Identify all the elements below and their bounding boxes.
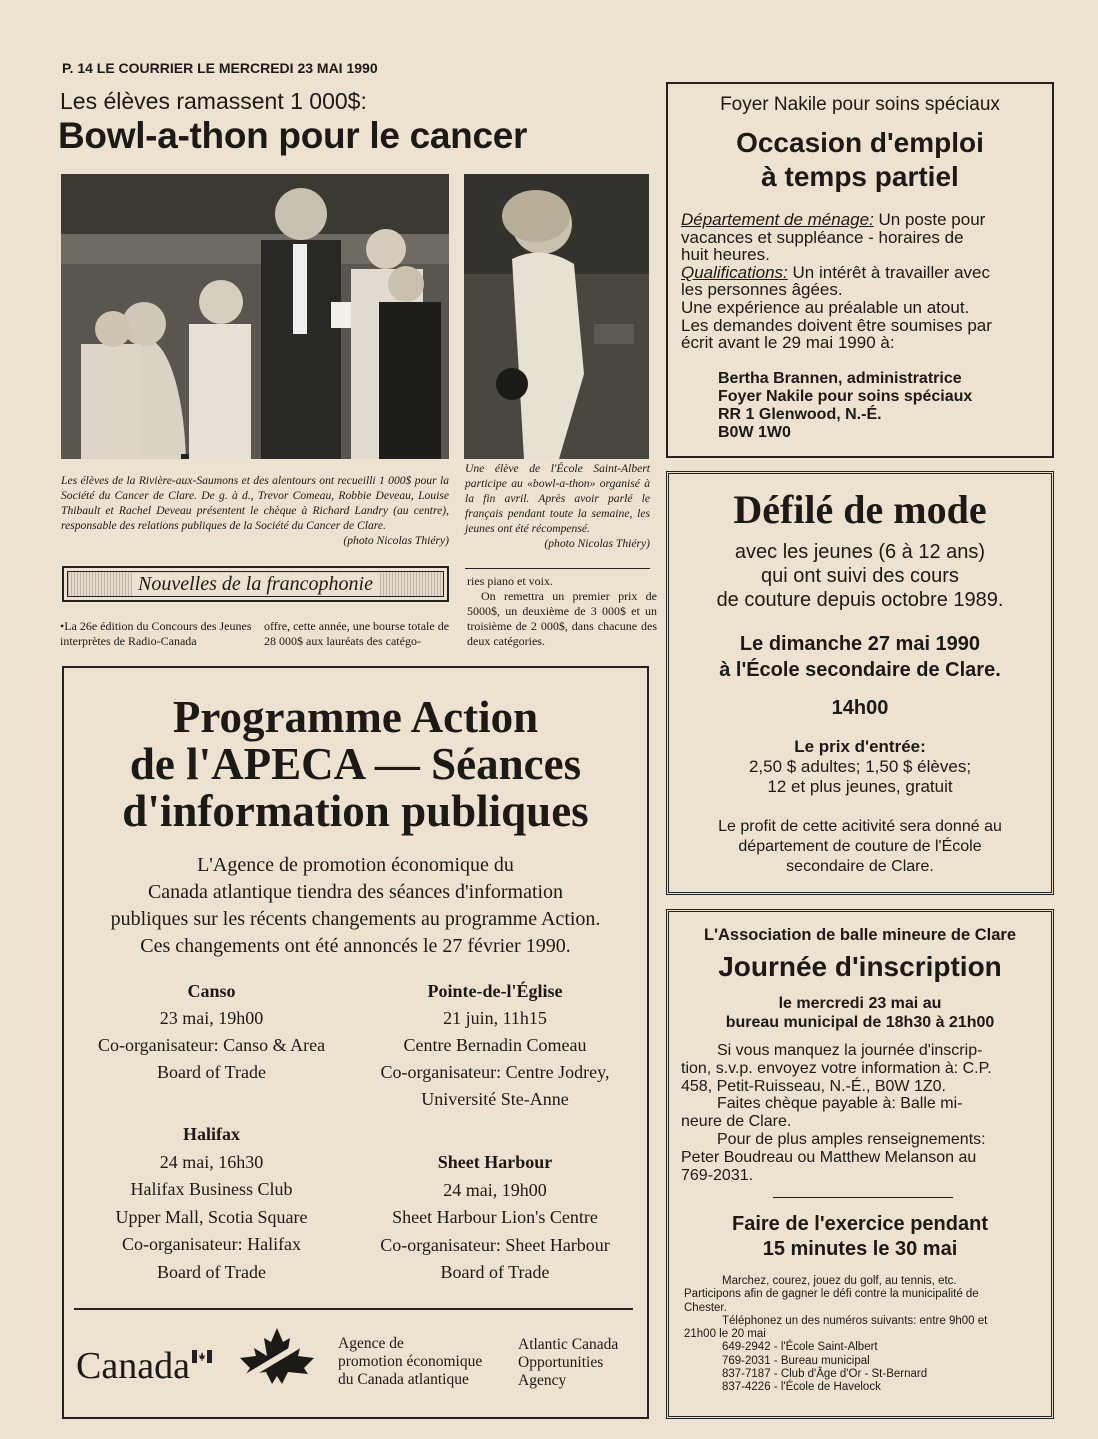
body-line: Marchez, courez, jouez du golf, au tennis, etc. [722,1275,957,1287]
divider [773,1197,953,1198]
dept-label: Département de ménage: [681,210,874,229]
photo-credit: (photo Nicolas Thiéry) [343,534,449,547]
news-text: On remettra un premier prix de 5000$, un deuxième de 3 000$ et un troisième de 2 000$, dans chacune des deux catégories. [467,589,657,648]
profit-line: département de couture de l'École [738,838,982,855]
divider [74,1308,633,1310]
agency-line: Agence de [338,1335,404,1352]
body-line: Si vous manquez la journée d'inscrip- [717,1042,983,1059]
photo-bowling-student [464,174,649,459]
session-line: Sheet Harbour Lion's Centre [392,1207,598,1227]
session-city: Sheet Harbour [437,1152,553,1172]
title-line: Programme Action [172,692,539,742]
photo-caption-right [465,461,650,551]
qual-label: Qualifications: [681,262,788,282]
divider [465,568,650,569]
foyer-body [681,211,1041,352]
exercice-title [668,1212,1052,1262]
exp-text: Une expérience au préalable un atout. [681,297,970,317]
req-text: Les demandes doivent être soumises par [681,315,992,335]
exercice-body [684,1275,1040,1395]
article-kicker: Les élèves ramassent 1 000$: [60,88,367,114]
defile-profit [668,817,1052,877]
session-line: Co-organisateur: Halifax [121,1234,302,1254]
maple-leaf-icon [238,1326,316,1386]
caption-text: Les élèves de la Rivière-aux-Saumons et des alentours ont recueilli 1 000$ pour la Société du Cancer de Clare. De g. à d., Trevor Comeau, Robbie Deveau, Louise Thibault et Rachel Deveau présentent le chèque à Richard Landry (au centre), responsable des relations publiques de la Société du Cancer de Clare. [61,474,449,532]
apeca-title [64,694,647,835]
session-line: 21 juin, 11h15 [443,1008,547,1028]
intro-line: publiques sur les récents changements au programme Action. [110,908,601,930]
phone-line: 837-7187 - Club d'Âge d'Or - St-Bernard [722,1368,928,1381]
foyer-org: Foyer Nakile pour soins spéciaux [720,94,1000,115]
body-line: Participons afin de gagner le défi contre la municipalité de [684,1288,979,1301]
caption-text: Une élève de l'École Saint-Albert participe au «bowl-a-thon» organisé à la fin avril. Après avoir parlé le français pendant toute la semaine, les jeunes ont été récompensé. [465,462,650,535]
phone-line: 837-4226 - l'École de Havelock [722,1381,881,1394]
session-city: Canso [187,981,236,1001]
news-col-1: •La 26e édition du Concours des Jeunes interprètes de Radio-Canada [60,619,252,648]
price-line: 2,50 $ adultes; 1,50 $ élèves; [748,757,972,776]
defile-date [668,631,1052,683]
body-line: 21h00 le 20 mai [684,1328,766,1341]
balle-body [681,1042,1037,1184]
profit-line: secondaire de Clare. [786,858,934,875]
date-line: le mercredi 23 mai au [778,995,942,1012]
qual-text: les personnes âgées. [681,280,843,300]
session-line: Upper Mall, Scotia Square [115,1206,308,1227]
subtitle-line: avec les jeunes (6 à 12 ans) [734,541,986,563]
session-city: Pointe-de-l'Église [427,981,563,1001]
phone-line: 769-2031 - Bureau municipal [722,1354,870,1367]
body-line: 769-2031. [681,1166,754,1184]
article-headline: Bowl-a-thon pour le cancer [58,115,528,156]
date-line: à l'École secondaire de Clare. [719,659,1001,681]
session-line: Halifax Business Club [130,1179,293,1199]
req-text: écrit avant le 29 mai 1990 à: [681,333,895,353]
session-sheet-harbour [345,1149,645,1287]
subtitle-line: qui ont suivi des cours [761,565,959,587]
agency-line: Agency [518,1372,567,1389]
session-line: 23 mai, 19h00 [159,1008,264,1028]
photo-cheque-presentation [61,174,449,459]
address-line: RR 1 Glenwood, N.-É. [718,406,882,423]
agency-line: promotion économique [338,1353,483,1370]
session-line: Board of Trade [157,1261,266,1282]
session-halifax [64,1121,359,1286]
news-col-3 [467,574,657,649]
session-line: Co-organisateur: Canso & Area [97,1035,326,1055]
flag-icon [192,1350,212,1363]
session-city: Halifax [183,1124,240,1144]
masthead: P. 14 LE COURRIER LE MERCREDI 23 MAI 1990 [62,60,378,76]
title-line: d'information publiques [122,786,589,836]
canada-wordmark: Canada [76,1345,190,1387]
dept-text: vacances et suppléance - horaires de [681,227,964,247]
photo-caption-left [61,473,449,548]
agency-name-en [518,1336,618,1390]
date-line: bureau municipal de 18h30 à 21h00 [725,1014,995,1031]
photo-credit: (photo Nicolas Thiéry) [544,537,650,550]
phone-line: 649-2942 - l'École Saint-Albert [722,1341,878,1354]
price-label: Le prix d'entrée: [794,737,926,756]
qual-text: Un intérêt à travailler avec [787,262,990,282]
address-line: B0W 1W0 [718,424,791,441]
body-line: neure de Clare. [681,1113,792,1131]
address-line: Foyer Nakile pour soins spéciaux [718,388,973,405]
intro-line: Ces changements ont été annoncés le 27 février 1990. [140,935,571,957]
session-line: 24 mai, 19h00 [443,1179,547,1200]
defile-title: Défilé de mode [733,487,987,532]
news-col-2: offre, cette année, une bourse totale de 28 000$ aux lauréats des catégo- [264,619,450,648]
defile-subtitle [668,540,1052,612]
body-line: Téléphonez un des numéros suivants: entre 9h00 et [722,1314,988,1327]
session-line: Centre Bernadin Comeau [403,1035,587,1055]
agency-line: Opportunities [518,1354,604,1371]
balle-org: L'Association de balle mineure de Clare [703,926,1017,944]
news-text: ries piano et voix. [467,574,553,588]
agency-line: Atlantic Canada [518,1336,619,1353]
intro-line: Canada atlantique tiendra des séances d'information [147,881,564,903]
foyer-title [668,126,1052,194]
body-line: Chester. [684,1301,727,1314]
body-line: Pour de plus amples renseignements: [717,1130,986,1148]
title-line: de l'APECA — Séances [129,739,582,789]
body-line: tion, s.v.p. envoyez votre information à: C.P. [681,1059,992,1077]
balle-title: Journée d'inscription [718,951,1002,982]
foyer-address [718,370,1048,442]
session-pointe-de-leglise [345,978,645,1113]
francophonie-banner [62,566,449,602]
dept-text: Un poste pour [873,210,986,229]
session-line: Co-organisateur: Sheet Harbour [380,1234,610,1255]
session-line: Co-organisateur: Centre Jodrey, [380,1062,610,1082]
agency-name-fr [338,1335,482,1389]
subtitle-line: de couture depuis octobre 1989. [716,589,1004,611]
intro-line: L'Agence de promotion économique du [197,854,514,876]
apeca-intro [64,852,647,960]
dept-text: huit heures. [681,245,770,265]
title-line: Occasion d'emploi [736,127,984,158]
session-line: Board of Trade [157,1062,266,1082]
price-line: 12 et plus jeunes, gratuit [767,777,953,796]
defile-time: 14h00 [831,697,889,719]
body-line: Peter Boudreau ou Matthew Melanson au [681,1148,977,1166]
profit-line: Le profit de cette acitivité sera donné au [718,818,1002,835]
body-line: Faites chèque payable à: Balle mi- [717,1095,963,1113]
session-line: 24 mai, 16h30 [159,1151,264,1172]
date-line: Le dimanche 27 mai 1990 [739,633,981,655]
title-line: 15 minutes le 30 mai [762,1238,958,1260]
body-line: 458, Petit-Ruisseau, N.-É., B0W 1Z0. [681,1077,946,1095]
title-line: à temps partiel [761,161,959,192]
session-canso [64,978,359,1086]
title-line: Faire de l'exercice pendant [732,1213,988,1235]
agency-line: du Canada atlantique [338,1371,469,1388]
defile-price [668,737,1052,797]
address-line: Bertha Brannen, administratrice [718,370,962,387]
banner-title: Nouvelles de la francophonie [132,573,379,596]
session-line: Université Ste-Anne [421,1089,569,1109]
balle-date [668,994,1052,1032]
session-line: Board of Trade [440,1262,550,1282]
